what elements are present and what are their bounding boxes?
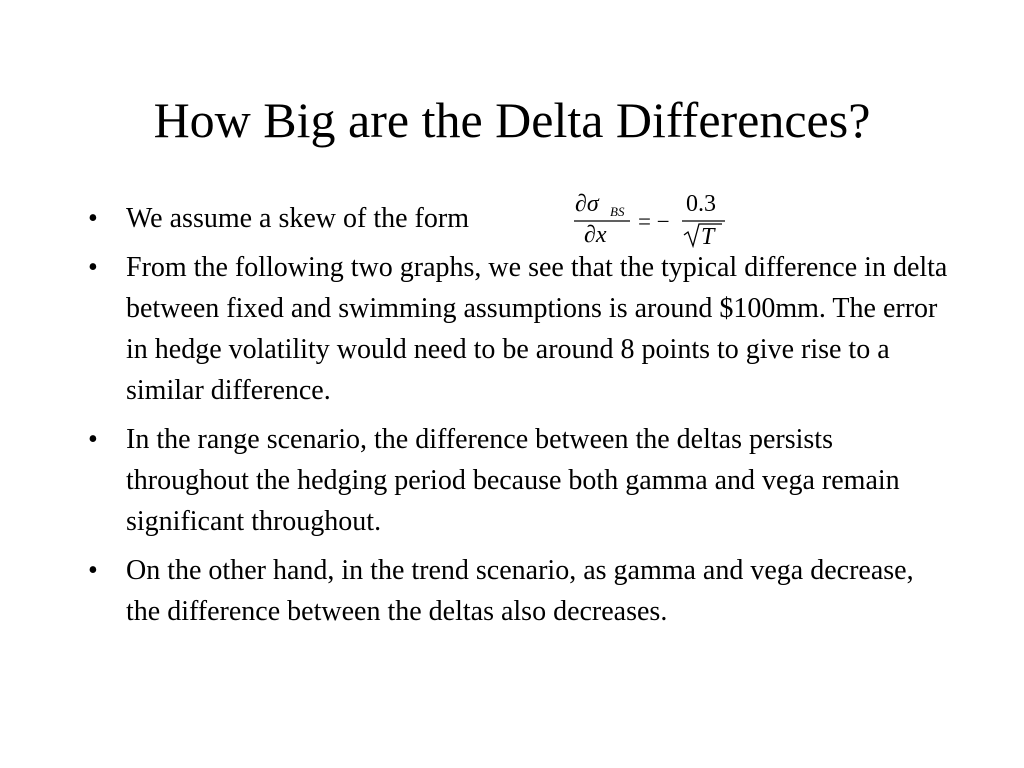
slide-title: How Big are the Delta Differences? (153, 92, 871, 148)
bullet-text: On the other hand, in the trend scenario, as gamma and vega decrease, the difference between the deltas also decreases. (126, 555, 914, 627)
formula-equals-minus: = − (638, 209, 670, 234)
bullet-marker: • (88, 203, 98, 234)
skew-formula-graphic (572, 188, 732, 248)
bullet-list (88, 191, 948, 640)
bullet-marker: • (88, 252, 98, 283)
bullet-item (88, 419, 948, 542)
bullet-marker: • (88, 555, 98, 586)
bullet-item (88, 550, 948, 632)
formula-lhs-numerator: ∂σ (575, 191, 599, 217)
bullet-text: From the following two graphs, we see that the typical difference in delta between fixed and swimming assumptions is around $100mm. The error in hedge volatility would need to be around 8 points to give rise to a similar difference. (126, 252, 948, 406)
bullet-marker: • (88, 424, 98, 455)
bullet-text: We assume a skew of the form (126, 203, 469, 234)
bullet-item (88, 247, 948, 411)
skew-formula (572, 188, 732, 248)
bullet-item (88, 191, 948, 248)
formula-rhs-numerator: 0.3 (686, 191, 716, 217)
formula-lhs-denominator: ∂x (584, 222, 607, 248)
formula-rhs-denominator: T (701, 224, 715, 248)
formula-lhs-subscript: BS (610, 204, 625, 219)
bullet-text: In the range scenario, the difference between the deltas persists throughout the hedging period because both gamma and vega remain significant throughout. (126, 424, 900, 537)
